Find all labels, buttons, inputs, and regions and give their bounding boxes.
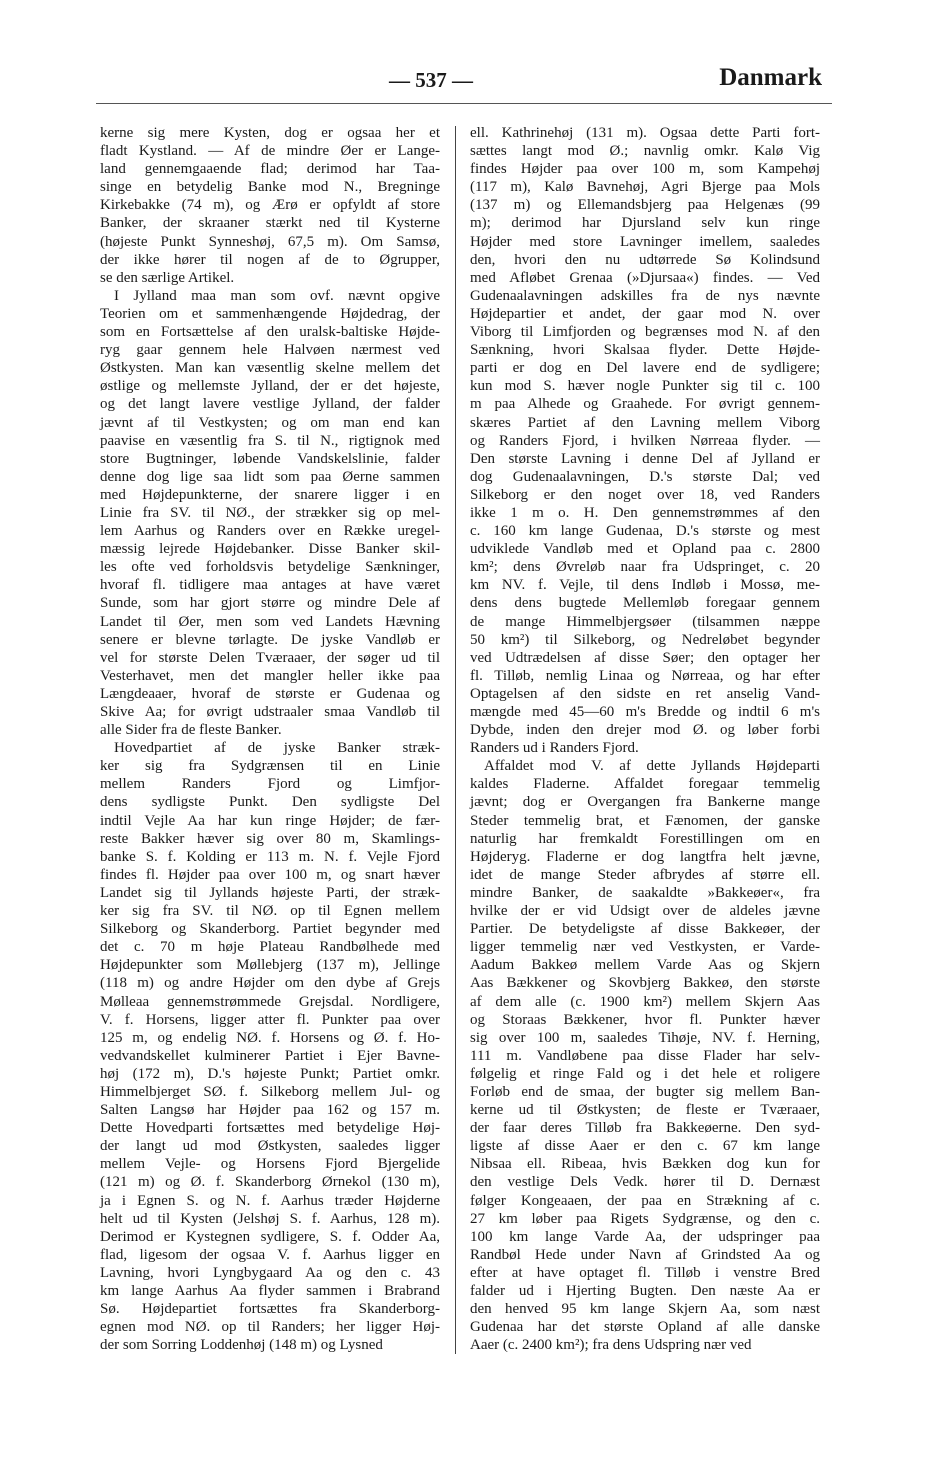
text-line: dens dens bugtede Mellemløb foregaar gennem xyxy=(470,595,820,612)
text-line: Mølleaa gennemstrømmede Grejsdal. Nordligere, xyxy=(100,993,440,1010)
text-line: c. 160 km lange Gudenaa, D.'s største og mest xyxy=(470,523,820,540)
text-line: der langt ud mod Østkysten, saaledes ligger xyxy=(100,1138,440,1155)
text-line: kerne sig mere Kysten, dog er ogsaa her et xyxy=(100,125,440,141)
text-line: Teorien om et sammenhængende Højdedrag, der xyxy=(100,305,440,322)
text-line: efter at have optaget fl. Tilløb i venstre Bred xyxy=(470,1264,820,1281)
text-line: Himmelbjerget SØ. f. Silkeborg mellem Jul- og xyxy=(100,1083,440,1100)
text-line: kerne ud til Østkysten; de fleste er Tværaaer, xyxy=(470,1102,820,1119)
text-line: dog Gudenaalavningen, D.'s største Dal; ved xyxy=(470,468,820,485)
text-line: 111 m. Vandløbene paa disse Flader har selv- xyxy=(470,1047,820,1064)
text-line: det c. 70 m høje Plateau Randbølhede med xyxy=(100,939,440,956)
text-line: ker sig fra Sydgrænsen til en Linie xyxy=(100,758,440,775)
text-line: der ikke hører til nogen af de to Øgrupper, xyxy=(100,251,440,268)
text-line: fladt Kystland. — Af de mindre Øer er Lange- xyxy=(100,143,440,160)
page-number: — 537 — xyxy=(389,68,473,92)
text-line: Sø. Højdepartiet fortsættes fra Skanderborg- xyxy=(100,1301,440,1318)
text-line: Højdepartier et andet, der gaar mod N. over xyxy=(470,305,820,322)
text-line: og Randers Fjord, i hvilken Nørreaa flyder. — xyxy=(470,432,820,449)
column-divider xyxy=(455,126,456,1354)
text-line: Kirkebakke (74 m), og Ærø er opfyldt af store xyxy=(100,197,440,214)
text-line: (117 m), Kalø Bavnehøj, Agri Bjerge paa Mols xyxy=(470,179,820,196)
text-line: flad, ligesom der ogsaa V. f. Aarhus ligger en xyxy=(100,1246,440,1263)
text-line: den henved 95 km lange Skjern Aa, som næst xyxy=(470,1301,820,1318)
text-line: Derimod er Kystegnen sydligere, S. f. Odder Aa, xyxy=(100,1228,440,1245)
text-line: Optagelsen af den sidste en ret anselig Vand- xyxy=(470,685,820,702)
text-line: kaldes Fladerne. Affaldet foregaar temmelig xyxy=(470,776,820,793)
text-line: mindre Banker, de saakaldte »Bakkeøer«, fra xyxy=(470,884,820,901)
text-line: singe en betydelig Banke mod N., Bregninge xyxy=(100,179,440,196)
text-line: banke S. f. Kolding er 113 m. N. f. Vejle Fjord xyxy=(100,848,440,865)
text-line: indtil Vejle Aa har kun ringe Højder; de fær- xyxy=(100,812,440,829)
text-line: Randers ud i Randers Fjord. xyxy=(470,740,639,757)
text-line: Dybde, inden den drejer mod Ø. og løber forbi xyxy=(470,722,820,739)
text-line: ligste af disse Aaer er den c. 67 km lange xyxy=(470,1138,820,1155)
text-line: Affaldet mod V. af dette Jyllands Højdeparti xyxy=(484,758,820,775)
text-line: Salten Langsø har Højder paa 162 og 157 m. xyxy=(100,1102,440,1119)
text-line: Gudenaa har det største Opland af alle danske xyxy=(470,1319,820,1336)
text-line: fl. Tilløb, nemlig Linaa og Nørreaa, og har efter xyxy=(470,667,820,684)
text-line: Randbøl Hede under Navn af Grindsted Aa og xyxy=(470,1246,820,1263)
text-line: Sunde, som har gjort større og mindre Dele af xyxy=(100,595,440,612)
text-line: ikke 1 m o. H. Den gennemstrømmes af den xyxy=(470,504,820,521)
text-line: udviklede Vandløb med et Opland paa c. 2800 xyxy=(470,541,820,558)
text-line: m); derimod har Djursland selv kun ringe xyxy=(470,215,820,232)
text-line: parti er dog en Del lavere end de sydligere; xyxy=(470,360,820,377)
text-line: høj (172 m), D.'s højeste Punkt; Partiet omkr. xyxy=(100,1065,440,1082)
text-line: ligger temmelig nær ved Vestkysten, er Varde- xyxy=(470,939,820,956)
text-line: findes Højder paa over 100 m, som Kampehøj xyxy=(470,161,820,178)
text-line: følger Kongeaaen, der paa en Strækning af c. xyxy=(470,1192,820,1209)
text-line: mellem Vejle- og Horsens Fjord Bjergelide xyxy=(100,1156,440,1173)
text-line: mængde med 45—60 m's Bredde og indtil 6 m's xyxy=(470,704,820,720)
text-line: falder ud i Hjerting Bugten. Den næste Aa er xyxy=(470,1283,820,1299)
text-line: med Højdepunkterne, der snarere ligger i en xyxy=(100,486,440,503)
text-line: skæres Partiet af den Lavning mellem Viborg xyxy=(470,414,820,431)
text-line: Længdeaaer, hvoraf de største er Gudenaa og xyxy=(100,685,440,702)
text-line: Højdepunkter som Møllebjerg (137 m), Jellinge xyxy=(100,957,440,974)
text-line: og det langt lavere vestlige Jylland, der falder xyxy=(100,396,440,413)
text-line: idet de mange Steder afbrydes af større ell. xyxy=(470,866,820,883)
text-line: egnen mod NØ. op til Randers; her ligger Høj- xyxy=(100,1319,440,1336)
text-line: ker sig fra SV. til NØ. op til Egnen mellem xyxy=(100,903,440,920)
paragraph xyxy=(100,739,440,1354)
text-line: 100 km lange Varde Aa, der udspringer paa xyxy=(470,1228,820,1245)
text-line: vedvandskellet kulminerer Partiet i Ejer Bavne- xyxy=(100,1047,440,1064)
text-line: Viborg til Limfjorden og begrænses mod N. af den xyxy=(470,324,820,341)
text-line: km lange Aarhus Aa flyder sammen i Brabrand xyxy=(100,1283,440,1299)
text-line: Partier. De betydeligste af disse Bakkeøer, der xyxy=(470,921,820,938)
text-line: følgelig et ringe Fald og i det hele et roligere xyxy=(470,1065,820,1082)
text-line: Landet sig til Jyllands højeste Parti, der stræk- xyxy=(100,884,440,901)
text-line: km NV. f. Vejle, til dens Indløb i Mossø, me- xyxy=(470,577,820,594)
text-line: hvilke der er vid Udsigt over de aldeles jævne xyxy=(470,903,820,920)
text-line: af dem alle (c. 1900 km²) mellem Skjern Aas xyxy=(470,993,820,1010)
paragraph xyxy=(100,124,440,287)
text-line: Nibsaa ell. Ribeaa, hvis Bækken dog kun for xyxy=(470,1156,820,1173)
text-line: Forløb end de smaa, der bugter sig mellem Ban- xyxy=(470,1083,820,1100)
text-line: de mange Himmelbjergsøer (tilsammen næppe xyxy=(470,613,820,630)
text-line: Linie fra SV. til NØ., der strækker sig op mel- xyxy=(100,504,440,521)
text-line: der faar deres Tilløb fra Bakkeøerne. Den syd- xyxy=(470,1120,820,1137)
header-rule xyxy=(96,103,832,104)
paragraph xyxy=(470,757,820,1354)
text-line: sig over 100 m, saaledes Tihøje, NV. f. Herning, xyxy=(470,1029,820,1046)
text-line: ved Udtrædelsen af disse Søer; den optager her xyxy=(470,649,820,666)
text-line: land gennemgaaende flad; derimod har Taa- xyxy=(100,161,440,178)
text-line: Landet til Øer, men som ved Landets Hævning xyxy=(100,613,440,630)
text-line: Højderyg. Fladerne er dog langtfra helt jævne, xyxy=(470,848,820,865)
text-line: naturlig har fremkaldt Forestillingen om en xyxy=(470,830,820,847)
text-line: som en Fortsættelse af den uralsk-baltiske Højde- xyxy=(100,324,440,341)
text-line: hvoraf fl. tidligere maa antages at have været xyxy=(100,577,440,594)
text-line: Den største Lavning i denne Del af Jylland er xyxy=(470,450,820,467)
text-line: kun mod S. hæver nogle Punkter sig til c. 100 xyxy=(470,378,820,395)
text-line: ryg gaar gennem hele Halvøen nærmest ved xyxy=(100,342,440,359)
text-line: helt ud til Kysten (Jelshøj S. f. Aarhus, 128 m). xyxy=(100,1210,440,1227)
text-line: jævnt; dog er Overgangen fra Bankerne mange xyxy=(470,794,820,811)
text-line: Dette Hovedparti fortsættes med betydelige Høj- xyxy=(100,1120,440,1137)
text-line: Hovedpartiet af de jyske Banker stræk- xyxy=(114,740,440,757)
text-line: Vesterhavet, men det mangler heller ikke paa xyxy=(100,667,440,684)
text-line: ja i Egnen S. og N. f. Aarhus træder Højderne xyxy=(100,1192,440,1209)
text-line: ell. Kathrinehøj (131 m). Ogsaa dette Parti fort- xyxy=(470,125,820,141)
text-line: der som Sorring Loddenhøj (148 m) og Lysned xyxy=(100,1337,383,1354)
text-line: V. f. Horsens, ligger atter fl. Punkter paa over xyxy=(100,1011,440,1028)
text-line: (118 m) og andre Højder om den dybe af Grejs xyxy=(100,975,440,992)
text-line: les ofte ved forholdsvis betydelige Sænkninger, xyxy=(100,559,440,576)
text-line: 125 m, og endelig NØ. f. Horsens og Ø. f. Ho- xyxy=(100,1029,440,1046)
text-line: Banker, der skraaner stærkt ned til Kysterne xyxy=(100,215,440,232)
text-line: denne dog lige saa lidt som paa Øerne sammen xyxy=(100,468,440,485)
text-line: reste Bakker hæver sig over 80 m, Skamlings- xyxy=(100,830,440,847)
text-line: I Jylland maa man som ovf. nævnt opgive xyxy=(114,287,440,304)
text-line: (121 m) og Ø. f. Skanderborg Ørnekol (130 m), xyxy=(100,1174,440,1191)
text-line: mæssig lejrede Højdebanker. Disse Banker skil- xyxy=(100,541,440,558)
paragraph xyxy=(100,287,440,739)
text-line: sættes langt mod Ø.; navnlig omkr. Kalø Vig xyxy=(470,143,820,160)
text-line: 27 km løber paa Rigets Sydgrænse, og den c. xyxy=(470,1210,820,1227)
text-line: (højeste Punkt Synneshøj, 67,5 m). Om Samsø, xyxy=(100,233,440,250)
text-line: store Bugtninger, løbende Vandskelslinie, falder xyxy=(100,450,440,467)
text-line: se den særlige Artikel. xyxy=(100,269,235,286)
paragraph xyxy=(470,124,820,757)
text-line: Østkysten. Man kan væsentlig skelne mellem det xyxy=(100,360,440,377)
left-column xyxy=(100,124,440,1354)
text-line: (137 m) og Ellemandsbjerg paa Helgenæs (99 xyxy=(470,197,820,214)
text-line: Aaer (c. 2400 km²); fra dens Udspring nær ved xyxy=(470,1337,752,1354)
text-line: Gudenaalavningen adskilles fra de nys nævnte xyxy=(470,287,820,304)
text-line: den vestlige Dels Vedk. hører til D. Dernæst xyxy=(470,1174,820,1191)
text-line: vel for største Delen Tværaaer, der søger ud til xyxy=(100,649,440,666)
text-line: senere er blevne tørlagte. De jyske Vandløb er xyxy=(100,631,440,648)
text-line: Sænkning, hvori Skalsaa flyder. Dette Højde- xyxy=(470,342,820,359)
text-line: Silkeborg er den noget over 18, ved Randers xyxy=(470,486,820,503)
text-line: alle Sider fra de fleste Banker. xyxy=(100,722,282,739)
text-line: m paa Alhede og Graahede. For øvrigt gennem- xyxy=(470,396,820,413)
text-line: paavise en væsentlig fra S. til N., rigtignok med xyxy=(100,432,440,449)
text-line: findes fl. Højder paa over 100 m, og snart hæver xyxy=(100,866,440,883)
text-line: Steder temmelig brat, et Fænomen, der ganske xyxy=(470,812,820,829)
text-line: Lavning, hvori Lyngbygaard Aa og den c. 43 xyxy=(100,1264,440,1281)
text-line: med Afløbet Grenaa (»Djursaa«) findes. — Ved xyxy=(470,269,820,286)
text-line: og Storaas Bækkener, hvor fl. Punkter hæver xyxy=(470,1011,820,1028)
text-line: dens sydligste Punkt. Den sydligste Del xyxy=(100,794,440,811)
text-line: Skive Aa; for øvrigt udstraaler smaa Vandløb til xyxy=(100,704,440,720)
running-title: Danmark xyxy=(719,64,822,91)
text-line: østlige og mellemste Jylland, der er det højeste, xyxy=(100,378,440,395)
text-line: mellem Randers Fjord og Limfjor- xyxy=(100,776,440,793)
text-line: Aas Bækkener og Skovbjerg Bakkeø, den største xyxy=(470,975,820,992)
text-line: Aadum Bakkeø mellem Varde Aas og Skjern xyxy=(470,957,820,974)
text-line: Silkeborg og Skanderborg. Partiet begynder med xyxy=(100,921,440,938)
text-line: den, hvori den nu udtørrede Sø Kolindsund xyxy=(470,251,820,268)
text-line: lem Aarhus og Randers over en Række uregel- xyxy=(100,523,440,540)
text-line: jævnt af til Vestkysten; og om man end kan xyxy=(100,414,440,431)
text-line: Højder med store Lavninger imellem, saaledes xyxy=(470,233,820,250)
text-line: km²; dens Øvreløb naar fra Udspringet, c. 20 xyxy=(470,559,820,576)
text-line: 50 km²) til Silkeborg, og Nedreløbet begynder xyxy=(470,631,820,648)
right-column xyxy=(470,124,820,1354)
